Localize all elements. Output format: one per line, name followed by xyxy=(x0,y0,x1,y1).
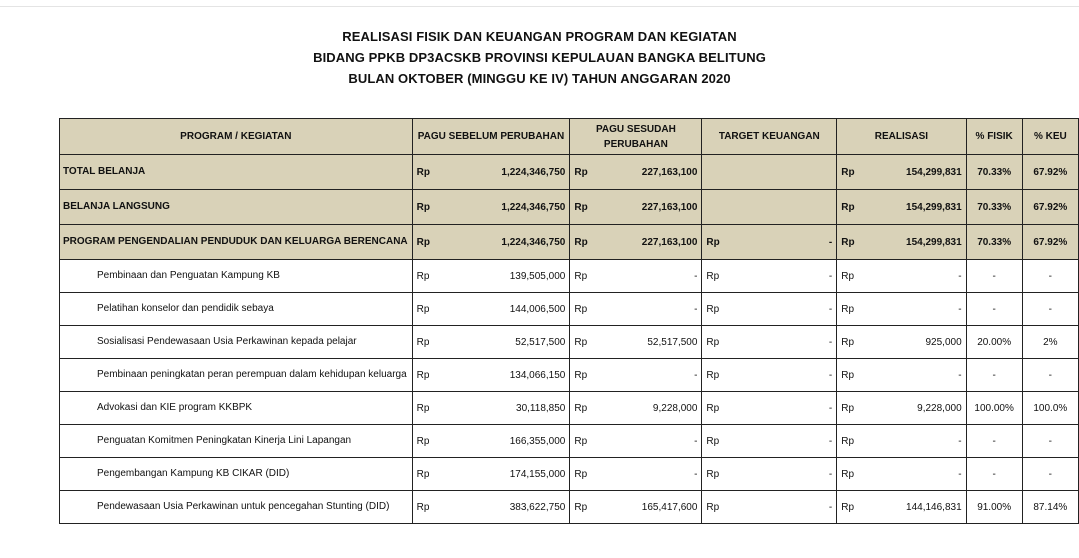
keu-percent: 2% xyxy=(1022,326,1078,359)
pagu-sebelum-value: 134,066,150 xyxy=(444,359,570,392)
fisik-percent: - xyxy=(966,359,1022,392)
currency-label: Rp xyxy=(702,425,734,458)
fisik-percent: 20.00% xyxy=(966,326,1022,359)
target-value xyxy=(734,155,837,190)
header-keu: % KEU xyxy=(1022,119,1078,155)
currency-label: Rp xyxy=(702,359,734,392)
row-name: Pembinaan dan Penguatan Kampung KB xyxy=(60,260,413,293)
table-body xyxy=(60,155,1079,524)
currency-label: Rp xyxy=(702,293,734,326)
realization-table xyxy=(59,118,1079,524)
header-realisasi: REALISASI xyxy=(837,119,966,155)
row-name: Pembinaan peningkatan peran perempuan dalam kehidupan keluarga xyxy=(60,359,413,392)
realisasi-value: 154,299,831 xyxy=(868,190,967,225)
currency-label: Rp xyxy=(412,260,444,293)
report-title xyxy=(0,26,1079,89)
currency-label: Rp xyxy=(412,190,444,225)
title-line-3: BULAN OKTOBER (MINGGU KE IV) TAHUN ANGGARAN 2020 xyxy=(348,71,731,86)
currency-label: Rp xyxy=(837,225,868,260)
currency-label: Rp xyxy=(570,293,601,326)
pagu-sesudah-value: - xyxy=(601,359,702,392)
currency-label: Rp xyxy=(837,392,868,425)
pagu-sesudah-value: - xyxy=(601,293,702,326)
fisik-percent: - xyxy=(966,458,1022,491)
realisasi-value: - xyxy=(868,293,967,326)
currency-label: Rp xyxy=(837,458,868,491)
currency-label: Rp xyxy=(412,425,444,458)
row-name: TOTAL BELANJA xyxy=(60,155,413,190)
row-name: Advokasi dan KIE program KKBPK xyxy=(60,392,413,425)
table-row xyxy=(60,155,1079,190)
target-value: - xyxy=(734,491,837,524)
keu-percent: - xyxy=(1022,458,1078,491)
currency-label: Rp xyxy=(837,491,868,524)
fisik-percent: 70.33% xyxy=(966,225,1022,260)
target-value: - xyxy=(734,392,837,425)
realisasi-value: - xyxy=(868,425,967,458)
pagu-sebelum-value: 52,517,500 xyxy=(444,326,570,359)
target-value: - xyxy=(734,260,837,293)
top-divider xyxy=(0,6,1079,7)
fisik-percent: 100.00% xyxy=(966,392,1022,425)
pagu-sebelum-value: 139,505,000 xyxy=(444,260,570,293)
header-pagu-sebelum: PAGU SEBELUM PERUBAHAN xyxy=(412,119,570,155)
pagu-sebelum-value: 144,006,500 xyxy=(444,293,570,326)
header-fisik: % FISIK xyxy=(966,119,1022,155)
pagu-sebelum-value: 1,224,346,750 xyxy=(444,155,570,190)
row-name: Penguatan Komitmen Peningkatan Kinerja Lini Lapangan xyxy=(60,425,413,458)
pagu-sesudah-value: 227,163,100 xyxy=(601,225,702,260)
keu-percent: 100.0% xyxy=(1022,392,1078,425)
currency-label: Rp xyxy=(702,392,734,425)
currency-label: Rp xyxy=(412,392,444,425)
pagu-sebelum-value: 174,155,000 xyxy=(444,458,570,491)
pagu-sesudah-value: - xyxy=(601,425,702,458)
table-row xyxy=(60,225,1079,260)
currency-label: Rp xyxy=(412,326,444,359)
currency-label: Rp xyxy=(570,155,601,190)
currency-label xyxy=(702,155,734,190)
row-name: Pelatihan konselor dan pendidik sebaya xyxy=(60,293,413,326)
currency-label: Rp xyxy=(837,260,868,293)
currency-label: Rp xyxy=(837,155,868,190)
keu-percent: 67.92% xyxy=(1022,190,1078,225)
table-header-row xyxy=(60,119,1079,155)
row-name: Pendewasaan Usia Perkawinan untuk pencegahan Stunting (DID) xyxy=(60,491,413,524)
currency-label: Rp xyxy=(570,225,601,260)
row-name: Sosialisasi Pendewasaan Usia Perkawinan kepada pelajar xyxy=(60,326,413,359)
target-value: - xyxy=(734,458,837,491)
currency-label: Rp xyxy=(837,359,868,392)
table-row xyxy=(60,425,1079,458)
target-value: - xyxy=(734,359,837,392)
currency-label: Rp xyxy=(702,260,734,293)
table-row xyxy=(60,458,1079,491)
currency-label: Rp xyxy=(837,326,868,359)
fisik-percent: - xyxy=(966,293,1022,326)
header-target: TARGET KEUANGAN xyxy=(702,119,837,155)
row-name: BELANJA LANGSUNG xyxy=(60,190,413,225)
keu-percent: 67.92% xyxy=(1022,155,1078,190)
realisasi-value: 154,299,831 xyxy=(868,155,967,190)
pagu-sesudah-value: 227,163,100 xyxy=(601,155,702,190)
pagu-sesudah-value: 227,163,100 xyxy=(601,190,702,225)
target-value: - xyxy=(734,326,837,359)
currency-label: Rp xyxy=(570,392,601,425)
target-value: - xyxy=(734,225,837,260)
keu-percent: - xyxy=(1022,425,1078,458)
currency-label: Rp xyxy=(412,155,444,190)
pagu-sebelum-value: 166,355,000 xyxy=(444,425,570,458)
realisasi-value: - xyxy=(868,458,967,491)
pagu-sebelum-value: 1,224,346,750 xyxy=(444,225,570,260)
keu-percent: 67.92% xyxy=(1022,225,1078,260)
realisasi-value: - xyxy=(868,359,967,392)
keu-percent: - xyxy=(1022,260,1078,293)
realisasi-value: 925,000 xyxy=(868,326,967,359)
currency-label: Rp xyxy=(570,425,601,458)
table-row xyxy=(60,293,1079,326)
currency-label: Rp xyxy=(570,260,601,293)
fisik-percent: 70.33% xyxy=(966,155,1022,190)
pagu-sesudah-value: - xyxy=(601,260,702,293)
currency-label: Rp xyxy=(702,326,734,359)
pagu-sesudah-value: 165,417,600 xyxy=(601,491,702,524)
currency-label: Rp xyxy=(702,491,734,524)
table-row xyxy=(60,260,1079,293)
pagu-sebelum-value: 383,622,750 xyxy=(444,491,570,524)
row-name: PROGRAM PENGENDALIAN PENDUDUK DAN KELUARGA BERENCANA xyxy=(60,225,413,260)
target-value: - xyxy=(734,425,837,458)
fisik-percent: 91.00% xyxy=(966,491,1022,524)
currency-label: Rp xyxy=(412,491,444,524)
currency-label: Rp xyxy=(412,225,444,260)
title-line-1: REALISASI FISIK DAN KEUANGAN PROGRAM DAN KEGIATAN xyxy=(342,29,737,44)
table-row xyxy=(60,190,1079,225)
row-name: Pengembangan Kampung KB CIKAR (DID) xyxy=(60,458,413,491)
currency-label: Rp xyxy=(837,190,868,225)
realisasi-value: 9,228,000 xyxy=(868,392,967,425)
currency-label: Rp xyxy=(570,458,601,491)
realisasi-value: 154,299,831 xyxy=(868,225,967,260)
fisik-percent: 70.33% xyxy=(966,190,1022,225)
keu-percent: - xyxy=(1022,359,1078,392)
currency-label: Rp xyxy=(837,293,868,326)
currency-label: Rp xyxy=(412,359,444,392)
target-value xyxy=(734,190,837,225)
currency-label: Rp xyxy=(412,293,444,326)
realisasi-value: - xyxy=(868,260,967,293)
header-pagu-sesudah: PAGU SESUDAH PERUBAHAN xyxy=(570,119,702,155)
title-line-2: BIDANG PPKB DP3ACSKB PROVINSI KEPULAUAN BANGKA BELITUNG xyxy=(313,50,766,65)
fisik-percent: - xyxy=(966,260,1022,293)
keu-percent: - xyxy=(1022,293,1078,326)
currency-label: Rp xyxy=(702,458,734,491)
keu-percent: 87.14% xyxy=(1022,491,1078,524)
pagu-sesudah-value: 9,228,000 xyxy=(601,392,702,425)
pagu-sebelum-value: 1,224,346,750 xyxy=(444,190,570,225)
currency-label: Rp xyxy=(412,458,444,491)
currency-label: Rp xyxy=(570,359,601,392)
table-row xyxy=(60,359,1079,392)
pagu-sebelum-value: 30,118,850 xyxy=(444,392,570,425)
currency-label: Rp xyxy=(702,225,734,260)
table-row xyxy=(60,491,1079,524)
realisasi-value: 144,146,831 xyxy=(868,491,967,524)
currency-label xyxy=(702,190,734,225)
table-row xyxy=(60,392,1079,425)
header-program: PROGRAM / KEGIATAN xyxy=(60,119,413,155)
currency-label: Rp xyxy=(837,425,868,458)
pagu-sesudah-value: 52,517,500 xyxy=(601,326,702,359)
table-row xyxy=(60,326,1079,359)
currency-label: Rp xyxy=(570,491,601,524)
target-value: - xyxy=(734,293,837,326)
fisik-percent: - xyxy=(966,425,1022,458)
currency-label: Rp xyxy=(570,326,601,359)
pagu-sesudah-value: - xyxy=(601,458,702,491)
currency-label: Rp xyxy=(570,190,601,225)
